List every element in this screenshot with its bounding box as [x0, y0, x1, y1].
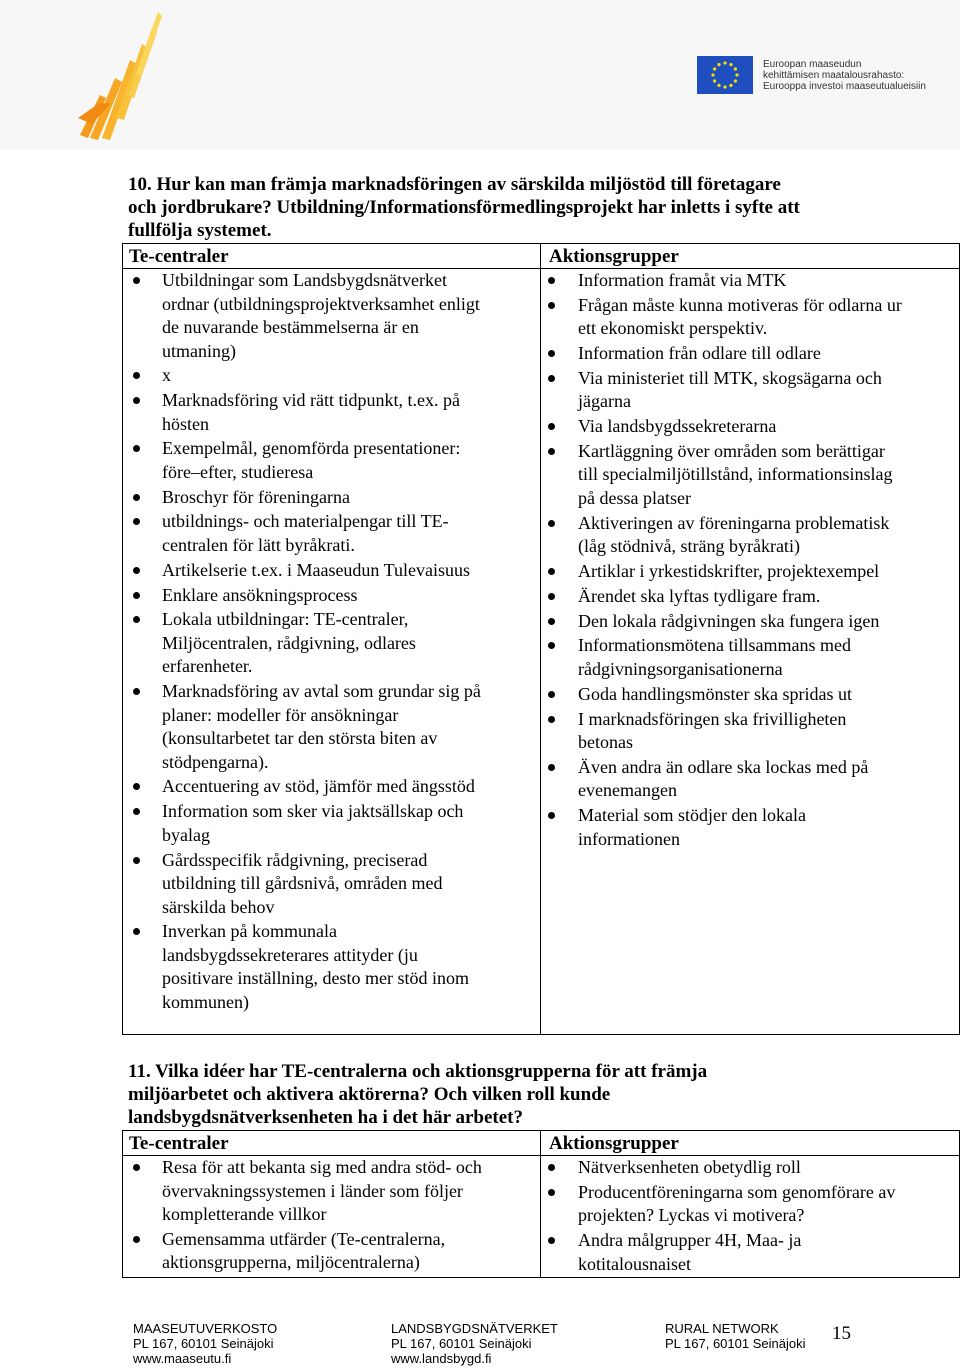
list-item: [541, 804, 959, 851]
list-item-text: Även andra än odlare ska lockas med på: [578, 756, 869, 777]
col-header-te-centraler: Te-centraler: [123, 1131, 541, 1156]
list-item: [123, 269, 540, 363]
page-header: [0, 0, 960, 150]
list-item-text: x: [162, 365, 171, 386]
list-item-text: projekten? Lyckas vi motivera?: [578, 1205, 805, 1226]
eu-text-line: Euroopan maaseudun: [763, 59, 862, 70]
list-item-text: (konsultarbetet tar den största biten av: [162, 728, 438, 749]
footer-maaseutuverkosto: [133, 1321, 277, 1366]
te-centraler-cell: [123, 1156, 541, 1278]
list-item: [541, 269, 959, 293]
list-item-text: särskilda behov: [162, 896, 275, 917]
list-item-text: Marknadsföring vid rätt tidpunkt, t.ex. på: [162, 390, 460, 411]
list-item: [541, 683, 959, 707]
list-item-text: Accentuering av stöd, jämför med ängsstöd: [162, 776, 475, 797]
list-item: [541, 756, 959, 803]
eu-fund-text: [763, 59, 953, 92]
list-item: [123, 584, 540, 608]
list-item-text: Artikelserie t.ex. i Maaseudun Tulevaisuus: [162, 559, 470, 580]
list-item: [541, 440, 959, 511]
list-item-text: Frågan måste kunna motiveras för odlarna ur: [578, 294, 902, 315]
list-item-text: Utbildningar som Landsbygdsnätverket: [162, 270, 447, 290]
list-item: [541, 610, 959, 634]
list-item-text: planer: modeller för ansökningar: [162, 704, 399, 725]
list-item-text: Andra målgrupper 4H, Maa- ja: [578, 1230, 802, 1251]
list-item-text: Informationsmötena tillsammans med: [578, 635, 851, 656]
list-item: [541, 367, 959, 414]
eu-text-line: Eurooppa investoi maaseutualueisiin: [763, 81, 926, 92]
footer-address: PL 167, 60101 Seinäjoki: [391, 1336, 532, 1351]
list-item-text: erfarenheter.: [162, 656, 253, 677]
title-line: fullfölja systemet.: [128, 220, 272, 241]
footer-org-name: MAASEUTUVERKOSTO: [133, 1321, 278, 1336]
list-item: [541, 634, 959, 681]
list-item-text: aktionsgrupperna, miljöcentralerna): [162, 1252, 420, 1273]
col-header-te-centraler: Te-centraler: [123, 244, 541, 269]
list-item-text: Den lokala rådgivningen ska fungera igen: [578, 610, 880, 631]
list-item-text: Information framåt via MTK: [578, 270, 787, 290]
aktionsgrupper-cell: [541, 269, 960, 1035]
page-footer: [0, 1321, 960, 1368]
list-item-text: hösten: [162, 413, 209, 434]
list-item: [123, 608, 540, 679]
list-item-text: Artiklar i yrkestidskrifter, projektexempel: [578, 561, 880, 582]
list-item: [123, 559, 540, 583]
list-item: [541, 708, 959, 755]
eu-text-line: kehittämisen maatalousrahasto:: [763, 70, 905, 81]
question-10-table: [122, 243, 960, 1035]
list-item: [123, 510, 540, 557]
te-centraler-cell: [123, 269, 541, 1035]
list-item-text: de nuvarande bestämmelserna är en: [162, 317, 419, 337]
list-item: [123, 800, 540, 847]
list-item-text: landsbygdssekreterares attityder (ju: [162, 944, 418, 965]
list-item-text: evenemangen: [578, 780, 677, 801]
footer-org-name: LANDSBYGDSNÄTVERKET: [391, 1321, 558, 1336]
footer-website-link[interactable]: www.maaseutu.fi: [133, 1351, 232, 1366]
list-item: [123, 1156, 540, 1227]
list-item-text: stödpengarna).: [162, 751, 269, 772]
list-item: [541, 342, 959, 366]
list-item-text: utbildning till gårdsnivå, områden med: [162, 873, 443, 894]
title-line: landsbygdsnätverksenheten ha i det här arbetet?: [128, 1107, 523, 1128]
list-item-text: Lokala utbildningar: TE-centraler,: [162, 609, 409, 630]
list-item-text: ordnar (utbildningsprojektverksamhet enligt: [162, 293, 480, 314]
list-item-text: utmaning): [162, 340, 236, 361]
list-item-text: byalag: [162, 824, 210, 845]
list-item: [123, 389, 540, 436]
list-item: [541, 512, 959, 559]
list-item-text: (låg stödnivå, sträng byråkrati): [578, 536, 800, 557]
list-item-text: I marknadsföringen ska frivilligheten: [578, 708, 847, 729]
list-item: [541, 294, 959, 341]
question-10-title: [128, 173, 888, 242]
list-item-text: Via landsbygdssekreterarna: [578, 416, 777, 437]
aktionsgrupper-cell: [541, 1156, 960, 1278]
list-item-text: Producentföreningarna som genomförare av: [578, 1181, 896, 1202]
list-item: [541, 560, 959, 584]
list-item-text: Information som sker via jaktsällskap och: [162, 801, 464, 822]
footer-website-link[interactable]: www.landsbygd.fi: [391, 1351, 492, 1366]
list-item-text: Goda handlingsmönster ska spridas ut: [578, 683, 852, 704]
list-item-text: Gemensamma utfärder (Te-centralerna,: [162, 1228, 446, 1249]
list-item: [123, 680, 540, 774]
aktionsgrupper-list: [541, 1156, 959, 1276]
list-item: [123, 920, 540, 1014]
list-item-text: övervakningssystemen i länder som följer: [162, 1180, 463, 1201]
footer-landsbygdsnatverket: [391, 1321, 558, 1366]
list-item-text: Kartläggning över områden som berättigar: [578, 440, 885, 461]
list-item: [123, 437, 540, 484]
footer-address: PL 167, 60101 Seinäjoki: [133, 1336, 274, 1351]
title-line: 10. Hur kan man främja marknadsföringen av särskilda miljöstöd till företagare: [128, 174, 781, 195]
footer-rural-network: [665, 1321, 805, 1351]
col-header-aktionsgrupper: Aktionsgrupper: [541, 244, 960, 269]
col-header-aktionsgrupper: Aktionsgrupper: [541, 1131, 960, 1156]
list-item-text: Resa för att bekanta sig med andra stöd- och: [162, 1157, 482, 1177]
list-item: [123, 775, 540, 799]
list-item-text: rådgivningsorganisationerna: [578, 658, 783, 679]
list-item-text: Broschyr för föreningarna: [162, 486, 350, 507]
title-line: miljöarbetet och aktivera aktörerna? Och vilken roll kunde: [128, 1084, 611, 1105]
question-11-title: [128, 1060, 888, 1129]
list-item-text: Information från odlare till odlare: [578, 343, 821, 364]
list-item-text: Marknadsföring av avtal som grundar sig på: [162, 681, 481, 702]
list-item-text: betonas: [578, 732, 633, 753]
list-item-text: centralen för lätt byråkrati.: [162, 534, 355, 555]
question-11-table: [122, 1130, 960, 1278]
list-item-text: jägarna: [578, 391, 631, 412]
list-item-text: före–efter, studieresa: [162, 461, 314, 482]
list-item: [541, 1229, 959, 1276]
list-item: [123, 1228, 540, 1275]
list-item-text: kompletterande villkor: [162, 1204, 327, 1224]
list-item: [541, 1156, 959, 1180]
list-item-text: Ärendet ska lyftas tydligare fram.: [578, 585, 821, 606]
list-item-text: utbildnings- och materialpengar till TE-: [162, 511, 449, 532]
list-item: [541, 1181, 959, 1228]
te-centraler-list: [123, 1156, 540, 1275]
list-item: [123, 849, 540, 920]
eu-flag-icon: [697, 56, 753, 94]
list-item-text: Inverkan på kommunala: [162, 921, 337, 942]
title-line: 11. Vilka idéer har TE-centralerna och aktionsgrupperna för att främja: [128, 1061, 708, 1082]
aktionsgrupper-list: [541, 269, 959, 851]
title-line: och jordbrukare? Utbildning/Informationsförmedlingsprojekt har inletts i syfte att: [128, 197, 800, 218]
list-item: [123, 364, 540, 388]
list-item-text: ett ekonomiskt perspektiv.: [578, 318, 768, 339]
list-item-text: Enklare ansökningsprocess: [162, 584, 358, 605]
footer-org-name: RURAL NETWORK: [665, 1321, 779, 1336]
list-item-text: informationen: [578, 828, 680, 849]
list-item: [123, 486, 540, 510]
list-item-text: Material som stödjer den lokala: [578, 805, 806, 826]
te-centraler-list: [123, 269, 540, 1014]
list-item: [541, 415, 959, 439]
list-item-text: Gårdsspecifik rådgivning, preciserad: [162, 849, 428, 870]
footer-address: PL 167, 60101 Seinäjoki: [665, 1336, 806, 1351]
list-item-text: på dessa platser: [578, 487, 691, 508]
list-item-text: Aktiveringen av föreningarna problematisk: [578, 512, 890, 533]
list-item-text: Via ministeriet till MTK, skogsägarna och: [578, 367, 882, 388]
list-item-text: till specialmiljötillstånd, informationsinslag: [578, 464, 893, 485]
maaseutuverkosto-logo: [70, 0, 170, 145]
page-number: 15: [832, 1323, 851, 1344]
list-item-text: kommunen): [162, 991, 249, 1012]
list-item: [541, 585, 959, 609]
list-item-text: Exempelmål, genomförda presentationer:: [162, 438, 461, 459]
list-item-text: Nätverksenheten obetydlig roll: [578, 1157, 801, 1177]
list-item-text: Miljöcentralen, rådgivning, odlares: [162, 632, 416, 653]
list-item-text: positivare inställning, desto mer stöd inom: [162, 968, 469, 989]
list-item-text: kotitalousnaiset: [578, 1253, 691, 1274]
